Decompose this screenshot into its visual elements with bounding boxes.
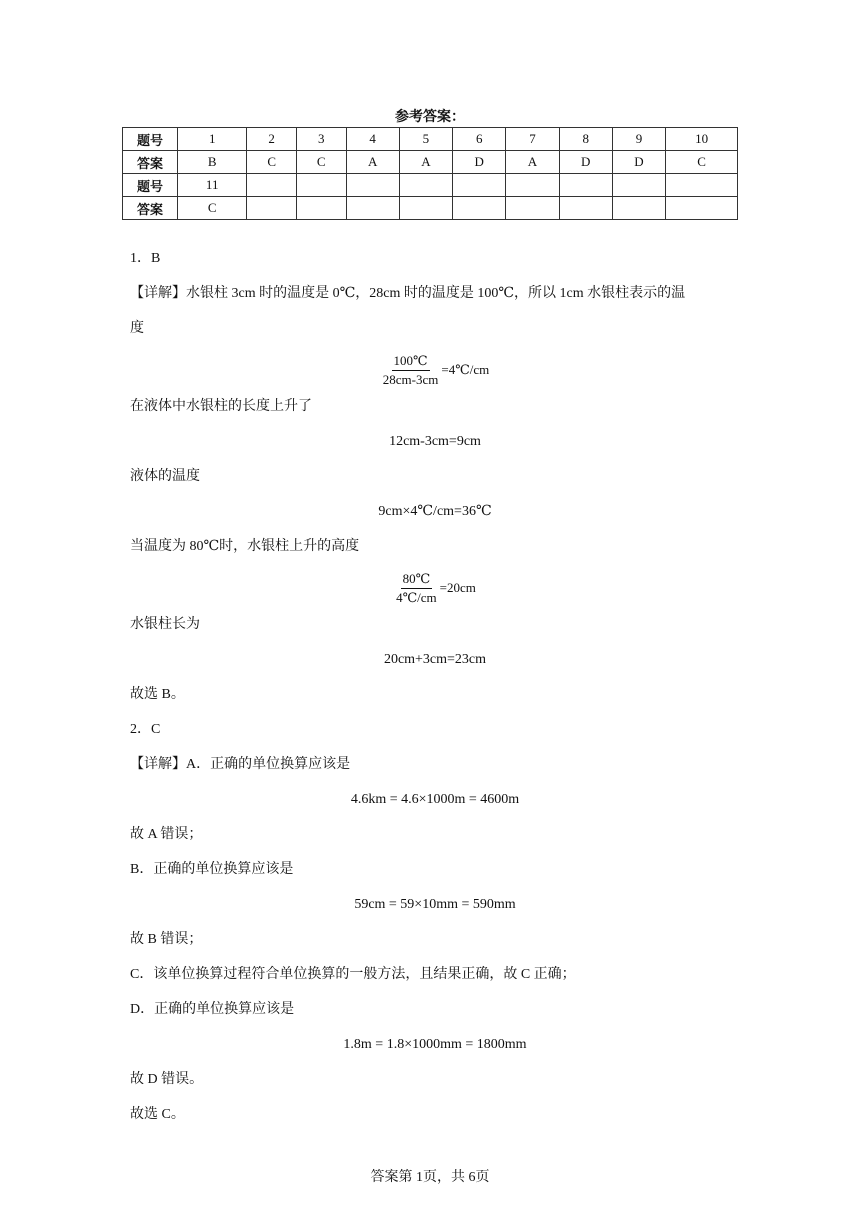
table-row — [123, 151, 738, 174]
row-header: 答案 — [123, 197, 178, 220]
table-cell: D — [453, 151, 506, 174]
table-cell — [247, 197, 297, 220]
answer-table — [122, 127, 738, 220]
q1-text-4: 当温度为 80℃时，水银柱上升的高度 — [130, 539, 360, 554]
table-cell: 10 — [666, 128, 738, 151]
row-header: 答案 — [123, 151, 178, 174]
table-cell — [612, 174, 665, 197]
table-cell — [346, 174, 399, 197]
table-cell: B — [178, 151, 247, 174]
table-cell — [666, 174, 738, 197]
table-cell — [506, 174, 559, 197]
q1-detail-line2: 度 — [130, 321, 144, 336]
solutions — [130, 248, 740, 1139]
q1-equation-5: 20cm+3cm=23cm — [383, 652, 487, 667]
table-row — [123, 174, 738, 197]
page-footer: 答案第 1页，共 6页 — [370, 1170, 490, 1185]
table-cell — [399, 174, 452, 197]
table-cell — [399, 197, 452, 220]
table-cell — [559, 197, 612, 220]
table-cell: C — [178, 197, 247, 220]
table-cell — [506, 197, 559, 220]
q1-fraction-1 — [130, 348, 740, 392]
table-cell — [453, 174, 506, 197]
fraction-result: =4℃/cm — [441, 362, 490, 377]
q2-equation-b: 59cm = 59×10mm = 590mm — [354, 897, 516, 912]
table-cell: A — [346, 151, 399, 174]
table-cell: A — [399, 151, 452, 174]
q2-a-wrong: 故 A 错误； — [130, 827, 203, 842]
table-cell: 4 — [346, 128, 399, 151]
q2-heading: 2．C — [130, 722, 161, 737]
table-cell: 7 — [506, 128, 559, 151]
table-cell: 6 — [453, 128, 506, 151]
q1-equation-2: 12cm-3cm=9cm — [389, 434, 481, 449]
fraction-numerator: 100℃ — [392, 353, 430, 371]
table-cell — [296, 197, 346, 220]
q2-detail-a: 【详解】A．正确的单位换算应该是 — [130, 757, 351, 772]
row-header: 题号 — [123, 174, 178, 197]
table-cell — [453, 197, 506, 220]
table-cell: 5 — [399, 128, 452, 151]
q2-d: D．正确的单位换算应该是 — [130, 1002, 295, 1017]
row-header: 题号 — [123, 128, 178, 151]
q1-text-2: 在液体中水银柱的长度上升了 — [130, 399, 312, 414]
fraction-result: =20cm — [439, 580, 476, 595]
table-cell — [296, 174, 346, 197]
table-cell: 3 — [296, 128, 346, 151]
table-cell: C — [296, 151, 346, 174]
q2-equation-d: 1.8m = 1.8×1000mm = 1800mm — [343, 1037, 527, 1052]
table-cell: A — [506, 151, 559, 174]
q2-b-wrong: 故 B 错误； — [130, 932, 203, 947]
q1-detail-line1: 【详解】水银柱 3cm 时的温度是 0℃，28cm 时的温度是 100℃，所以 1cm 水银柱表示的温 — [130, 286, 686, 301]
table-cell — [666, 197, 738, 220]
table-cell — [346, 197, 399, 220]
q2-c: C．该单位换算过程符合单位换算的一般方法，且结果正确，故 C 正确； — [130, 967, 576, 982]
table-cell — [612, 197, 665, 220]
table-cell: 1 — [178, 128, 247, 151]
table-row — [123, 197, 738, 220]
table-cell — [247, 174, 297, 197]
table-cell: 9 — [612, 128, 665, 151]
q1-heading: 1．B — [130, 251, 161, 266]
table-cell: 11 — [178, 174, 247, 197]
table-cell: D — [559, 151, 612, 174]
table-cell — [559, 174, 612, 197]
fraction-numerator: 80℃ — [401, 571, 433, 589]
fraction-denominator: 28cm-3cm — [382, 371, 439, 387]
table-cell: 8 — [559, 128, 612, 151]
table-cell: C — [666, 151, 738, 174]
q1-text-3: 液体的温度 — [130, 469, 200, 484]
q1-equation-3: 9cm×4℃/cm=36℃ — [378, 504, 492, 519]
q1-choice: 故选 B。 — [130, 687, 185, 702]
page-title: 参考答案： — [395, 109, 465, 125]
q1-fraction-2 — [130, 566, 740, 610]
q2-b: B．正确的单位换算应该是 — [130, 862, 294, 877]
q1-text-5: 水银柱长为 — [130, 617, 200, 632]
table-row — [123, 128, 738, 151]
table-cell: D — [612, 151, 665, 174]
table-cell: C — [247, 151, 297, 174]
table-cell: 2 — [247, 128, 297, 151]
fraction-denominator: 4℃/cm — [396, 589, 437, 605]
q2-choice: 故选 C。 — [130, 1107, 185, 1122]
q2-equation-a: 4.6km = 4.6×1000m = 4600m — [350, 792, 520, 807]
q2-d-wrong: 故 D 错误。 — [130, 1072, 204, 1087]
